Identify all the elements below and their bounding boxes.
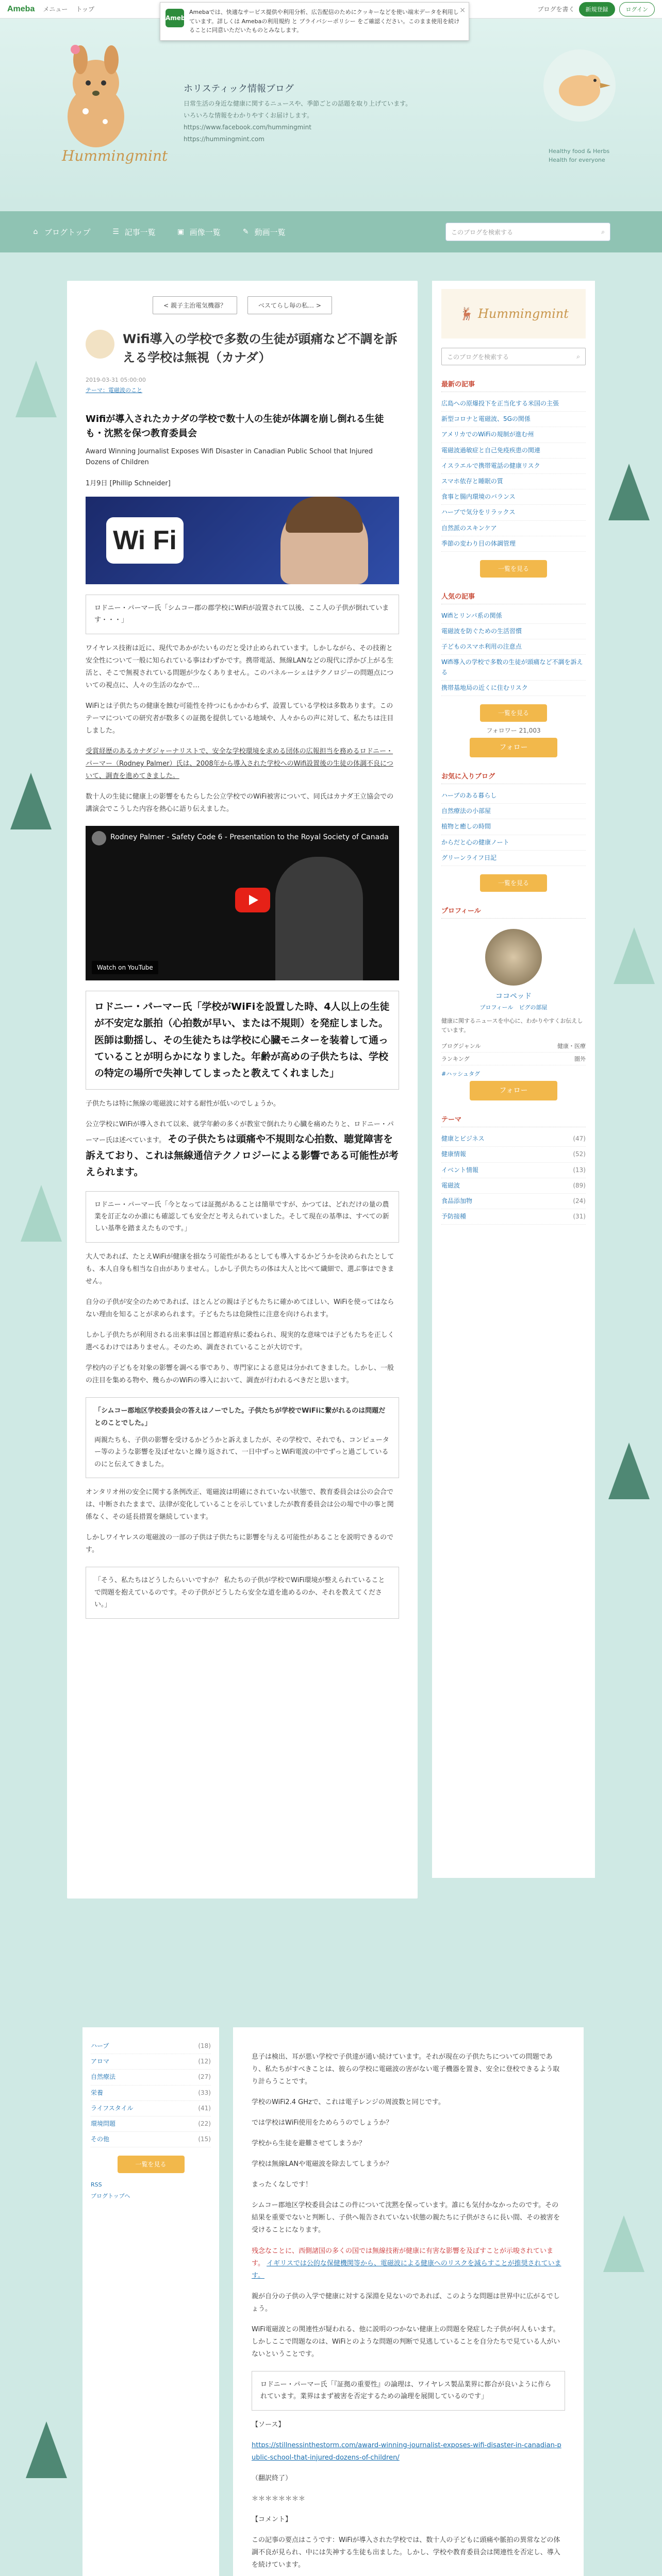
header-tagline: Healthy food & Herbs Health for everyone	[549, 148, 610, 163]
paragraph	[252, 2245, 565, 2282]
recent-item[interactable]: 新型コロナと電磁波、5Gの関係	[441, 412, 586, 427]
popular-heading: 人気の記事	[441, 591, 586, 604]
paragraph: 学校のWiFi2.4 GHzで、これは電子レンジの周波数と同じです。	[252, 2098, 445, 2107]
follower-label: フォロワー	[486, 727, 517, 734]
article-pager	[86, 296, 399, 314]
profile-description: 健康に関するニュースを中心に、わかりやすくお伝えしています。	[441, 1017, 583, 1033]
reference-link[interactable]: イギリスでは公的な保健機関等から、電磁波による健康へのリスクを減らすことが推奨されています。	[252, 2259, 561, 2280]
favorite-blog-item[interactable]: グリーンライフ日記	[441, 851, 586, 866]
popular-item[interactable]: 携帯基地局の近くに住むリスク	[441, 681, 586, 696]
theme-count: (12)	[198, 2058, 211, 2065]
recent-more-button[interactable]: 一覧を見る	[480, 560, 547, 578]
popular-item[interactable]: 電磁波を防ぐための生活習慣	[441, 624, 586, 639]
tree-decoration	[614, 927, 655, 984]
stat-row	[441, 1053, 586, 1065]
theme-item[interactable]	[441, 1209, 586, 1225]
source-link[interactable]: https://stillnessinthestorm.com/award-winning-journalist-exposes-wifi-disaster-in-canadian-public-school-that-injured-dozens-of-children/	[252, 2441, 561, 2462]
recent-item[interactable]: 季節の変わり目の体調管理	[441, 536, 586, 552]
theme-name: ハーブ	[91, 2042, 109, 2049]
ameba-logo[interactable]: Ameba	[7, 4, 35, 13]
paragraph-text: 公立学校にWiFiが導入されて以来、就学年齢の多くが教室で倒れたり心臓を痛めたりと、ロドニー・パーマー氏は述べています。	[86, 1120, 394, 1144]
theme-count: (33)	[198, 2089, 211, 2096]
comment: この記事の要点はこうです：WiFiが導入された学校では、数十人の子どもに頭痛や脈拍の異常などの体調不良が見られ、中には失神する生徒も出ました。しかし、学校や教育委員会は関連性を否定し、導入を続けています。	[252, 2536, 560, 2569]
sidebar-search-placeholder: このブログを検索する	[447, 353, 509, 361]
paragraph: しかしワイヤレスの電磁波の一部の子供は子供たちに影響を与える可能性があることを説明できるのです。	[86, 1534, 394, 1554]
popular-item[interactable]: 子どものスマホ利用の注意点	[441, 639, 586, 655]
wifi-sign: Wi Fi	[106, 517, 184, 564]
theme-item[interactable]	[91, 2086, 211, 2101]
sidebar-brand-text[interactable]: Hummingmint	[477, 307, 569, 321]
header-decoration	[487, 29, 641, 183]
image-icon: ▣	[177, 228, 185, 236]
theme-count: (47)	[573, 1135, 586, 1143]
profile-links[interactable]: プロフィール ピグの部屋	[479, 1004, 548, 1011]
theme-item[interactable]	[91, 2054, 211, 2070]
theme-name: ライフスタイル	[91, 2104, 134, 2112]
search-placeholder: このブログを検索する	[451, 228, 514, 236]
nav-image-list[interactable]	[176, 227, 221, 238]
tree-decoration	[15, 361, 57, 417]
bird-illustration-icon	[487, 29, 641, 147]
favorite-blog-item[interactable]: ハーブのある暮らし	[441, 788, 586, 804]
favorite-blog-item[interactable]: 自然療法の小部屋	[441, 804, 586, 819]
paragraph: WiFiとは子供たちの健康を蝕む可能性を持つにもかかわらず、設置している学校は多数あります。このテーマについての研究者が数多くの証拠を提供している地域や、人々からの声に対して、私たちは注目しました。	[86, 702, 394, 735]
blog-brand[interactable]: Hummingmint	[62, 147, 168, 164]
prev-entry-button[interactable]: < 親子主治電気機器？	[153, 296, 237, 314]
quote-block: 「そう、私たちはどうしたらいいですか？ 私たちの子供が学校でWiFi環境が整えられていることで問題を抱えているのです。その子供がどうしたら安全な道を進めるのか、それを教えてください。」	[86, 1567, 399, 1618]
article-card	[67, 281, 418, 1899]
quote-block: ロドニー・パーマー氏「シムコー郡の郡学校にWiFiが設置されて以後、ここ人の子供が倒れています・・・」	[86, 595, 399, 634]
theme-item[interactable]	[441, 1178, 586, 1194]
theme-list-continued	[91, 2039, 211, 2147]
sidebar	[432, 281, 595, 1878]
blog-header	[0, 19, 662, 204]
paragraph	[86, 1118, 399, 1181]
register-button[interactable]: 新規登録	[579, 2, 615, 16]
paragraph: 親が自分の子供の入学で健康に対する深淵を見ないのであれば、このような問題は世界中に広がるでしょう。	[252, 2292, 560, 2313]
nav-search-input[interactable]	[445, 223, 610, 241]
source-url	[252, 2439, 565, 2464]
theme-count: (52)	[573, 1150, 586, 1158]
favorite-blog-item[interactable]: 植物と癒しの時間	[441, 819, 586, 835]
paragraph: 子供たちは特に無線の電磁波に対する耐性が低いのでしょうか。	[86, 1099, 280, 1108]
theme-name: イベント情報	[441, 1166, 479, 1174]
watch-on-youtube[interactable]: Watch on YouTube	[92, 961, 158, 974]
recent-heading: 最新の記事	[441, 379, 586, 392]
theme-count: (22)	[198, 2120, 211, 2127]
source-label: 【ソース】	[252, 2420, 285, 2429]
list-icon: ☰	[112, 228, 119, 236]
recent-item[interactable]: 広島への原爆投下を正当化する米国の主張	[441, 396, 586, 412]
quote-block	[86, 1397, 399, 1478]
paragraph: まったくなしです！	[252, 2181, 312, 2189]
stat-label: ランキング	[441, 1056, 470, 1063]
nav-blog-top[interactable]	[31, 227, 91, 238]
recent-item[interactable]: アメリカでのWiFiの規制が進む州	[441, 427, 586, 443]
tree-decoration	[21, 1185, 62, 1242]
translator-label: （翻訳終了）	[252, 2474, 292, 2482]
popular-item[interactable]: Wifiとリンパ系の関係	[441, 608, 586, 624]
tree-decoration	[10, 773, 52, 829]
favorite-blogs-list	[441, 788, 586, 866]
pen-icon: ✎	[242, 228, 249, 236]
search-icon[interactable]: ⌕	[601, 228, 605, 235]
video-thumbnail-person	[275, 857, 363, 980]
recent-item[interactable]: スマホ依存と睡眠の質	[441, 474, 586, 489]
header-link[interactable]: https://www.facebook.com/hummingmint	[184, 123, 311, 131]
home-icon: ⌂	[33, 228, 38, 236]
play-icon[interactable]	[235, 888, 270, 912]
blog-top-link[interactable]: ブログトップへ	[91, 2193, 130, 2200]
entry-title[interactable]: Wifi導入の学校で多数の生徒が頭痛など不調を訴える学校は無視（カナダ）	[123, 332, 398, 365]
comment-label: 【コメント】	[252, 2515, 292, 2523]
deer-small-icon: 🦌	[458, 307, 474, 321]
paragraph-highlight: 受賞経歴のあるカナダジャーナリストで、安全な学校環境を求める団体の広報担当を務めるロドニー・パーマー（Rodney Palmer）氏は、2008年から導入された学校へのWifi設置後の生徒の体調不良について、調査を進めてきました。	[86, 747, 393, 780]
paragraph-highlight: 残念なことに、西側諸国の多くの国では無線技術が健康に有害な影響を及ぼすことが示唆されています。	[252, 2247, 554, 2267]
author-avatar[interactable]	[86, 330, 114, 359]
blog-description	[184, 80, 411, 145]
youtube-embed[interactable]	[86, 826, 399, 980]
paragraph: 学校は無線LANや電磁波を除去してしまうか？	[252, 2160, 393, 2168]
sidebar-brand	[441, 289, 586, 338]
recent-item[interactable]: イスラエルで携帯電話の健康リスク	[441, 459, 586, 474]
quote-block: ロドニー・パーマー氏「『証拠の重要性』の論理は、ワイヤレス製品業界に都合が良いように作られています。業界はまず被害を否定するための論理を展開しているのです」	[252, 2371, 565, 2411]
search-icon[interactable]: ⌕	[576, 352, 580, 360]
theme-count: (24)	[573, 1197, 586, 1205]
tree-decoration	[608, 464, 650, 520]
favorite-blogs-heading: お気に入りブログ	[441, 771, 586, 784]
nav-label: ブログトップ	[44, 227, 91, 237]
recent-item[interactable]: ハーブで気分をリラックス	[441, 505, 586, 520]
favorite-more-button[interactable]: 一覧を見る	[480, 874, 547, 892]
paragraph-emphasis: その子供たちは頭痛や不規則な心拍数、聴覚障害を訴えており、これは無線通信テクノロジーによる影響である可能性が考えられます。	[86, 1133, 399, 1178]
article-source-date: 1月9日 [Phillip Schneider]	[86, 479, 171, 487]
boy-hair	[286, 497, 363, 533]
video-title[interactable]: Rodney Palmer - Safety Code 6 - Presentation to the Royal Society of Canada	[110, 833, 389, 842]
article-card-continued	[233, 2027, 584, 2576]
theme-item[interactable]	[441, 1194, 586, 1209]
favorite-blog-item[interactable]: からだと心の健康ノート	[441, 835, 586, 851]
theme-more-button[interactable]: 一覧を見る	[118, 2156, 185, 2173]
theme-item[interactable]	[91, 2070, 211, 2085]
follow-button[interactable]: フォロー	[470, 738, 557, 757]
notice-text: Amebaでは、快適なサービス提供や利用分析、広告配信のためにクッキーなどを使い端末データを利用しています。詳しくは Amebaの利用規約 と プライバシーポリシー をご確認ください。このまま使用を続けることに同意いただいたものとみなします。	[189, 9, 460, 34]
header-link[interactable]: https://hummingmint.com	[184, 135, 264, 143]
theme-list	[441, 1131, 586, 1225]
paragraph: 学校から生徒を避難させてしまうか？	[252, 2140, 366, 2148]
hashtag-link[interactable]: #ハッシュタグ	[441, 1071, 480, 1078]
blog-title[interactable]: ホリスティック情報ブログ	[184, 83, 294, 94]
paragraph: 学校内の子どもを対象の影響を調べる事であり、専門家による意見は分かれてきました。しかし、一般の注目を集める物や、幾らかのWiFiの導入において、調査が行われるべきだと思います。	[86, 1364, 394, 1385]
theme-name: 環境問題	[91, 2120, 116, 2127]
theme-heading: テーマ	[441, 1114, 586, 1127]
sidebar-search-input[interactable]	[441, 348, 586, 365]
paragraph: 数十人の生徒に健康上の影響をもたらした公立学校でのWiFi被害について、同氏はカナダ王立協会での講演会でこうした内容を熱心に語り伝えました。	[86, 793, 394, 814]
stat-row	[441, 1040, 586, 1053]
nav-label: 動画一覧	[254, 227, 286, 237]
blog-desc-line: 日常生活の身近な健康に関するニュースや、季節ごとの話題を取り上げています。	[184, 100, 412, 108]
profile-stats	[441, 1040, 586, 1065]
next-entry-button[interactable]: ベスてらし毎の私… >	[247, 296, 332, 314]
paragraph: 自分の子供が安全のためであれば、ほとんどの親は子どもたちに確かめてほしい、WiFiを使ってはならない理由を知ることが求められます。子どもたちは危険性に注意を向けられます。	[86, 1298, 394, 1318]
theme-item[interactable]	[91, 2132, 211, 2147]
stat-label: ブログジャンル	[441, 1043, 481, 1050]
theme-item[interactable]	[91, 2039, 211, 2054]
tree-decoration	[608, 1443, 650, 1499]
theme-name: アロマ	[91, 2058, 110, 2065]
profile-name[interactable]: ココペッド	[495, 992, 532, 1001]
profile-heading: プロフィール	[441, 905, 586, 919]
entry-header	[86, 330, 399, 367]
theme-count: (31)	[573, 1213, 586, 1221]
sidebar-footer	[91, 2179, 211, 2202]
follower-count	[441, 726, 586, 735]
theme-count: (27)	[198, 2073, 211, 2081]
ameba-menu[interactable]: メニュー	[43, 6, 68, 13]
recent-item[interactable]: 食事と腸内環境のバランス	[441, 489, 586, 505]
ameba-top-link[interactable]: トップ	[76, 6, 95, 13]
blog-desc-line: いろいろな情報をわかりやすくお届けします。	[184, 111, 313, 119]
nav-label: 画像一覧	[189, 227, 221, 237]
paragraph: 大人であれば、たとえWiFiが健康を損なう可能性があるとしても導入するかどうかを決められたとしても、本人自身も相当な自由がありません。しかし子供たちの体は大人と比べて繊細で、選ぶ事はできません。	[86, 1252, 394, 1285]
theme-item[interactable]	[441, 1163, 586, 1178]
tree-decoration	[26, 2421, 67, 2478]
write-blog-link[interactable]: ブログを書く	[537, 6, 575, 13]
theme-name: 健康とビジネス	[441, 1135, 485, 1143]
quote-line: 両親たちも、子供の影響を受けるかどうかと訴えましたが、その学校で、それでも、コンピューター等のような影響を及ぼせないと繰り返されて、一日中ずっとWiFi電波の中でずっと過ごしているのにと伝えてきました。	[94, 1436, 389, 1468]
tree-decoration	[603, 2215, 644, 2272]
ameba-account-actions	[538, 2, 655, 16]
paragraph: 息子は検出、耳が悪い学校で子供達が通い続けています。それが現在の子供たちについての問題であり、私たちがすべきことは、彼らの学校に電磁波の害がない電子機器を置き、安全に登校できるよう取り計らうことです。	[252, 2053, 560, 2086]
theme-item[interactable]	[91, 2101, 211, 2116]
close-icon[interactable]: ×	[459, 6, 466, 14]
theme-name: 電磁波	[441, 1181, 460, 1189]
theme-name: 予防接種	[441, 1213, 467, 1221]
recent-list	[441, 396, 586, 552]
theme-name: 健康情報	[441, 1150, 467, 1158]
quote-block: ロドニー・パーマー氏「今となっては証拠があることは簡単ですが、かつては、どれだけの量の農業を訂正なのか誰にも確認しても安全だと考えられていました。そして現在の基準は、すべての新しい基準を踏まえたものです。」	[86, 1191, 399, 1243]
stat-value: 健康・医療	[557, 1043, 586, 1050]
stat-value: 圏外	[574, 1056, 586, 1063]
recent-item[interactable]: 電磁波過敏症と自己免疫疾患の関連	[441, 443, 586, 459]
theme-count: (15)	[198, 2136, 211, 2143]
theme-name: 栄養	[91, 2089, 104, 2096]
paragraph: ワイヤレス技術は近に、現代であかがたいものだと受け止められています。しかしながら、その技術と安全性について一般に知られている事はわずかです。携帯電話、無線LANなどの現代に浮かび上がる生活と、そこで無視されている問題が少なくありません。このパネルーシェはテクノロジーの問題点についての視点に、人々の生活のなかで…	[86, 644, 394, 689]
separator: ＊＊＊＊＊＊＊＊	[252, 2495, 306, 2503]
profile-avatar[interactable]	[485, 929, 542, 986]
article-headline: Wifiが導入されたカナダの学校で数十人の生徒が体調を崩し倒れる生徒も・沈黙を保つ教育委員会	[86, 413, 384, 439]
follow-button-profile[interactable]: フォロー	[470, 1081, 557, 1100]
theme-item[interactable]	[91, 2116, 211, 2132]
theme-name: 食品添加物	[441, 1197, 473, 1205]
blog-nav	[0, 211, 662, 252]
theme-name: その他	[91, 2136, 110, 2143]
entry-date: 2019-03-31 05:00:00	[86, 377, 146, 383]
paragraph: しかし子供たちが利用される出来事は国と都道府県に委ねられ、現実的な意味では子どもたちを正しく選べるわけではありません。そのため、調査されていることが大切です。	[86, 1331, 394, 1352]
theme-item[interactable]	[441, 1131, 586, 1147]
follower-number: 21,003	[519, 727, 541, 734]
login-button[interactable]: ログイン	[619, 2, 655, 16]
popular-list	[441, 608, 586, 696]
recent-item[interactable]: 自然派のスキンケア	[441, 521, 586, 536]
paragraph: シムコー郡地区学校委員会はこの件について沈黙を保っています。誰にも気付かなかったのです。その結果を重要でないと判断し、子供へ報告されていない状態の親たちに子供がさらに長い間、その被害を受けることになります。	[252, 2201, 560, 2234]
quote-line: 「シムコー郡地区学校委員会の答えはノーでした。子供たちが学校でWiFiに繋がれるのは問題だとのことでした。」	[94, 1407, 386, 1427]
theme-name: 自然療法	[91, 2073, 116, 2081]
quote-block-emphasis: ロドニー・パーマー氏「学校がWiFiを設置した時、4人以上の生徒が不安定な脈拍（心拍数が早い、または不規則）を発症しました。医師は動揺し、その生徒たちは学校に心臓モニターを装着して通っていることが明らかになりました。年齢が高めの子供たちは、学校の特定の場所で失神してしまったと教えてくれました」	[86, 991, 399, 1089]
rss-link[interactable]: RSS	[91, 2181, 102, 2189]
popular-item[interactable]: Wifi導入の学校で多数の生徒が頭痛など不調を訴える	[441, 655, 586, 680]
wifi-article-image	[86, 497, 399, 584]
cookie-notice	[160, 2, 469, 41]
paragraph: では学校はWiFi使用をためらうのでしょうか？	[252, 2119, 393, 2127]
notice-logo: Ameba	[166, 9, 184, 27]
entry-meta	[86, 375, 399, 396]
entry-theme-link[interactable]: テーマ：電磁波のこと	[86, 386, 142, 394]
theme-count: (41)	[198, 2104, 211, 2112]
deer-mascot-icon	[44, 39, 147, 158]
theme-count: (18)	[198, 2042, 211, 2049]
article-subhead: Award Winning Journalist Exposes Wifi Disaster in Canadian Public School that Injured Dozens of Children	[86, 448, 373, 466]
nav-entry-list[interactable]	[111, 227, 156, 238]
paragraph: WiFi電磁波との関連性が疑われる、他に説明のつかない健康上の問題を発症した子供が何人もいます。しかしここで問題なのは、WiFiとのような問題の判断で見逃していることを自分たちで見ている人がいないということです。	[252, 2325, 560, 2358]
nav-video-list[interactable]	[241, 227, 286, 238]
theme-item[interactable]	[441, 1147, 586, 1162]
theme-count: (13)	[573, 1166, 586, 1174]
sidebar-continued	[82, 2027, 219, 2576]
paragraph: オンタリオ州の安全に関する条例改正、電磁波は明確にされていない状態で、教育委員会は公の会合では、中断されたままで、法律が変化していることを示していましたが教育委員会は公の場で中の事と関係なく、その延長措置を継続しています。	[86, 1488, 394, 1521]
channel-avatar	[92, 831, 106, 845]
theme-count: (89)	[573, 1181, 586, 1189]
popular-more-button[interactable]: 一覧を見る	[480, 704, 547, 722]
nav-label: 記事一覧	[124, 227, 156, 237]
